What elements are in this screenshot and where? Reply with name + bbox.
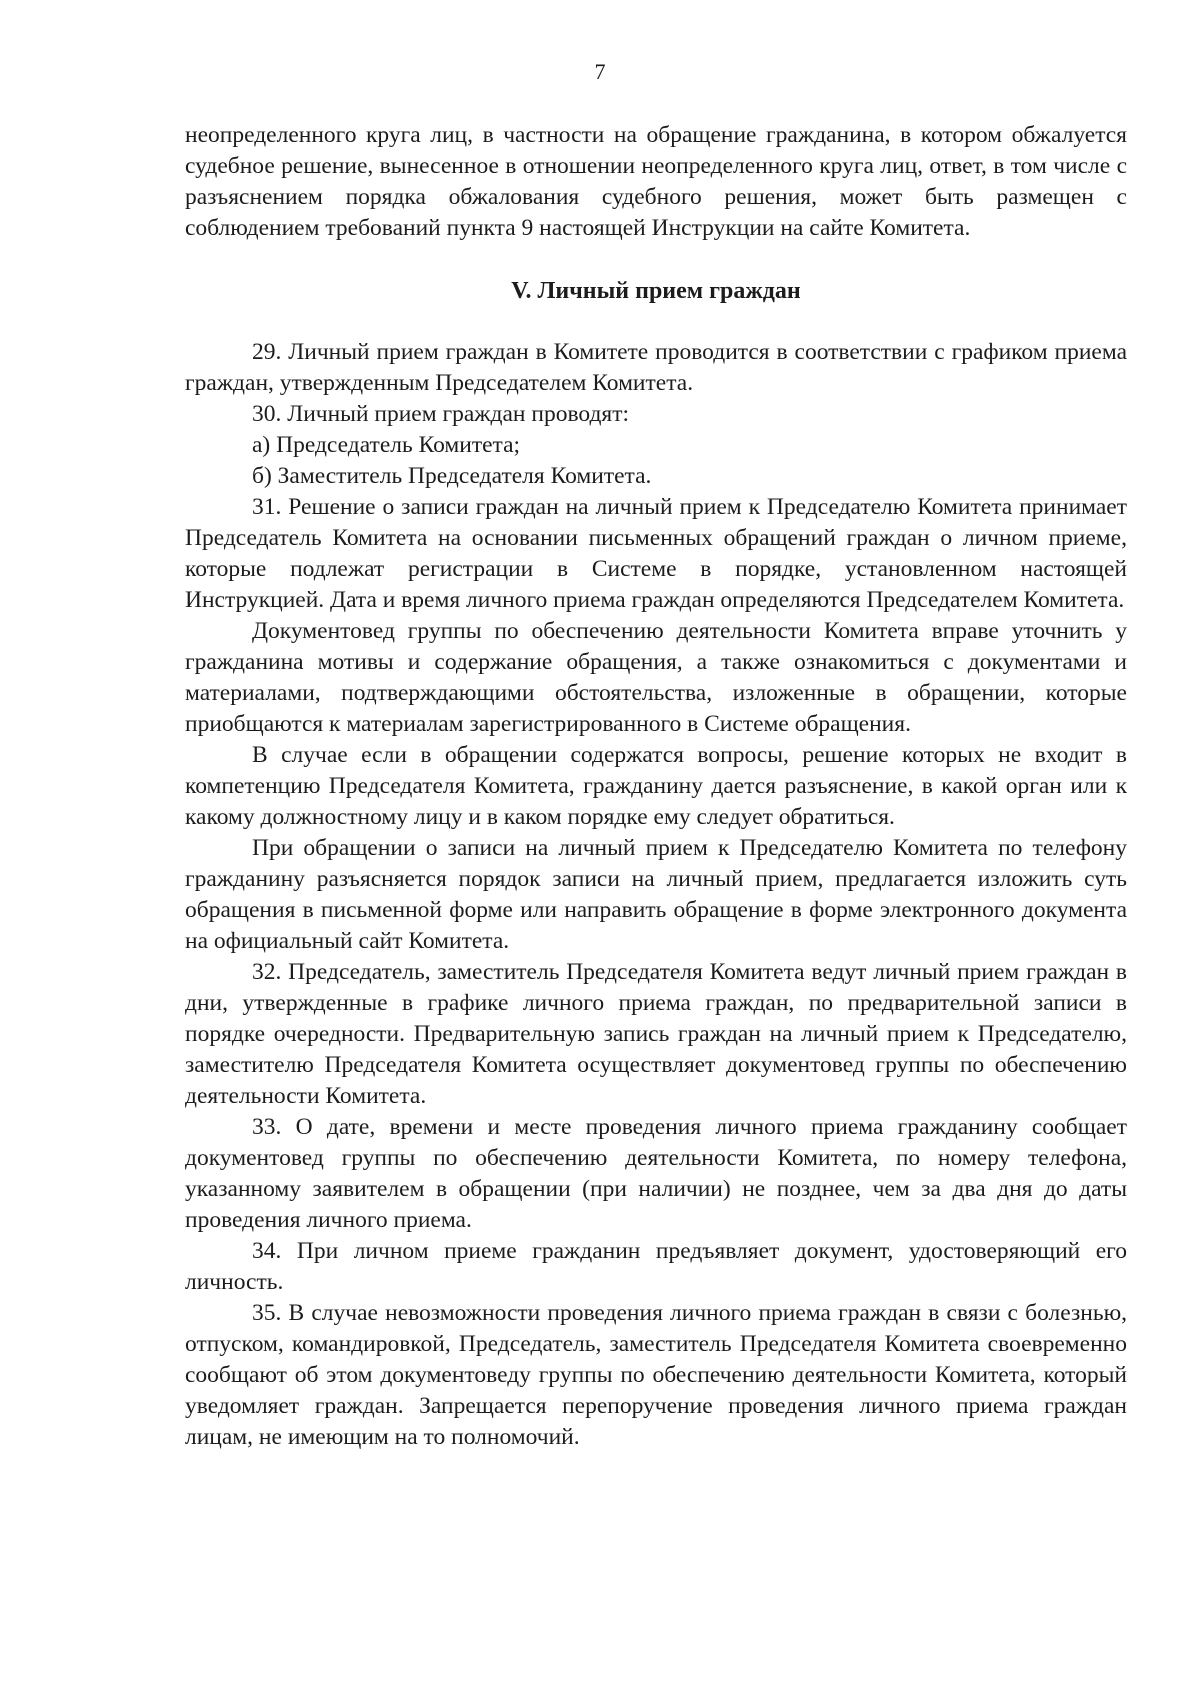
continuation-paragraph: неопределенного круга лиц, в частности на обращение гражданина, в котором обжалуется судебное решение, вынесенное в отношении неопределенного круга лиц, ответ, в том числе с разъяснением порядка обжалования судебного решения, может быть размещен с соблюдением требований пункта 9 настоящей Инструкции на сайте Комитета. xyxy=(185,122,1127,241)
list-item-b: б) Заместитель Председателя Комитета. xyxy=(252,463,652,489)
list-item-a: а) Председатель Комитета; xyxy=(252,432,521,458)
paragraph-34: 34. При личном приеме гражданин предъявляет документ, удостоверяющий его личность. xyxy=(185,1238,1127,1295)
page-number: 7 xyxy=(594,59,606,84)
document-body xyxy=(185,120,1127,1453)
paragraph-35: 35. В случае невозможности проведения личного приема граждан в связи с болезнью, отпуском, командировкой, Председатель, заместитель Председателя Комитета своевременно сообщают об этом документоведу группы по обеспечению деятельности Комитета, который уведомляет граждан. Запрещается перепоручение проведения личного приема граждан лицам, не имеющим на то полномочий. xyxy=(185,1300,1127,1450)
paragraph-33: 33. О дате, времени и месте проведения личного приема гражданину сообщает документовед группы по обеспечению деятельности Комитета, по номеру телефона, указанному заявителем в обращении (при наличии) не позднее, чем за два дня до даты проведения личного приема. xyxy=(185,1114,1127,1233)
paragraph-31-competence: В случае если в обращении содержатся вопросы, решение которых не входит в компетенцию Председателя Комитета, гражданину дается разъяснение, в какой орган или к какому должностному лицу и в каком порядке ему следует обратиться. xyxy=(185,742,1127,830)
section-heading: V. Личный прием граждан xyxy=(511,278,801,304)
paragraph-31: 31. Решение о записи граждан на личный прием к Председателю Комитета принимает Председатель Комитета на основании письменных обращений граждан о личном приеме, которые подлежат регистрации в Системе в порядке, установленном настоящей Инструкцией. Дата и время личного приема граждан определяются Председателем Комитета. xyxy=(185,494,1127,613)
paragraph-32: 32. Председатель, заместитель Председателя Комитета ведут личный прием граждан в дни, утвержденные в графике личного приема граждан, по предварительной записи в порядке очередности. Предварительную запись граждан на личный прием к Председателю, заместителю Председателя Комитета осуществляет документовед группы по обеспечению деятельности Комитета. xyxy=(185,959,1127,1109)
paragraph-31-phone: При обращении о записи на личный прием к Председателю Комитета по телефону гражданину разъясняется порядок записи на личный прием, предлагается изложить суть обращения в письменной форме или направить обращение в форме электронного документа на официальный сайт Комитета. xyxy=(185,835,1127,954)
paragraph-31-document-specialist: Документовед группы по обеспечению деятельности Комитета вправе уточнить у гражданина мотивы и содержание обращения, а также ознакомиться с документами и материалами, подтверждающими обстоятельства, изложенные в обращении, которые приобщаются к материалам зарегистрированного в Системе обращения. xyxy=(185,618,1127,737)
paragraph-30: 30. Личный прием граждан проводят: xyxy=(252,401,630,427)
paragraph-29: 29. Личный прием граждан в Комитете проводится в соответствии с графиком приема граждан, утвержденным Председателем Комитета. xyxy=(185,339,1127,396)
